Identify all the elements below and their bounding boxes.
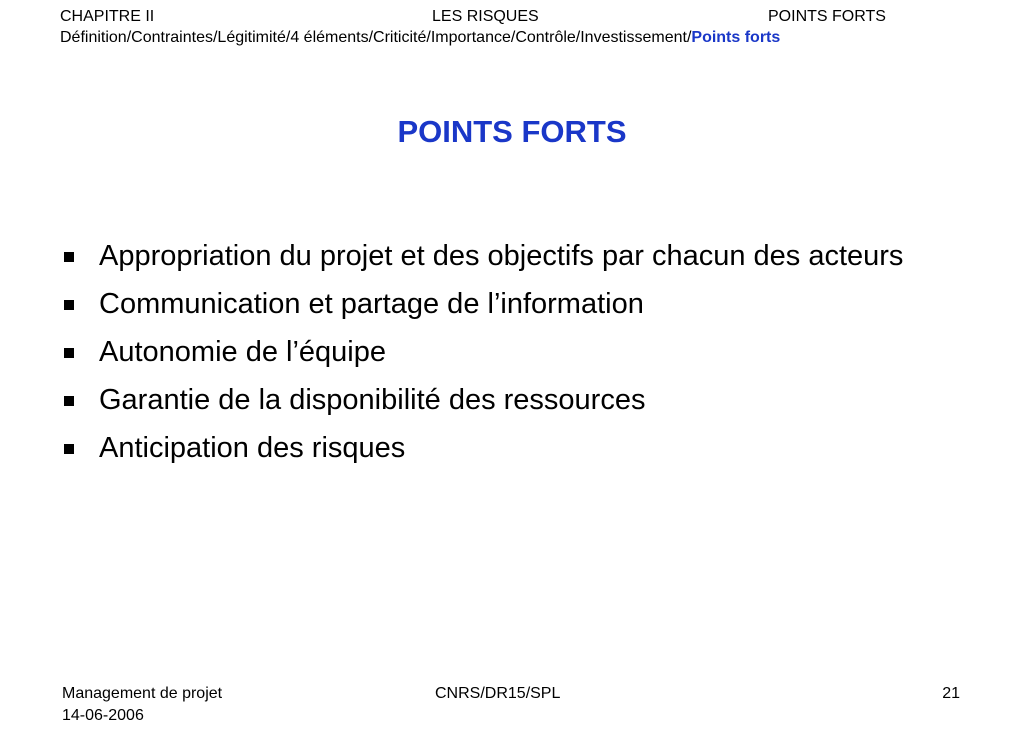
list-item <box>60 332 960 372</box>
list-item-text: Anticipation des risques <box>99 432 406 464</box>
slide-title: POINTS FORTS <box>397 114 627 149</box>
breadcrumb-path: Définition/Contraintes/Légitimité/4 éléments/Criticité/Importance/Contrôle/Investissement/ <box>60 29 692 46</box>
square-bullet-icon <box>64 444 74 454</box>
footer-date: 14-06-2006 <box>62 707 144 724</box>
list-item-text: Garantie de la disponibilité des ressources <box>99 384 646 416</box>
square-bullet-icon <box>64 348 74 358</box>
breadcrumb <box>60 28 780 48</box>
header-topic: LES RISQUES <box>432 8 539 25</box>
breadcrumb-current: Points forts <box>691 29 781 46</box>
footer-organization: CNRS/DR15/SPL <box>435 685 561 702</box>
list-item <box>60 236 960 276</box>
header-section: POINTS FORTS <box>768 8 886 25</box>
bullet-list <box>60 236 960 476</box>
square-bullet-icon <box>64 396 74 406</box>
square-bullet-icon <box>64 300 74 310</box>
list-item-text: Autonomie de l’équipe <box>99 336 386 368</box>
footer-course: Management de projet <box>62 685 223 702</box>
footer-left <box>62 683 222 727</box>
list-item-text: Appropriation du projet et des objectifs par chacun des acteurs <box>99 240 904 272</box>
header-chapter: CHAPITRE II <box>60 8 155 25</box>
list-item-text: Communication et partage de l’information <box>99 288 644 320</box>
page-number: 21 <box>942 685 960 702</box>
slide-header <box>0 7 1024 27</box>
list-item <box>60 428 960 468</box>
list-item <box>60 380 960 420</box>
square-bullet-icon <box>64 252 74 262</box>
list-item <box>60 284 960 324</box>
